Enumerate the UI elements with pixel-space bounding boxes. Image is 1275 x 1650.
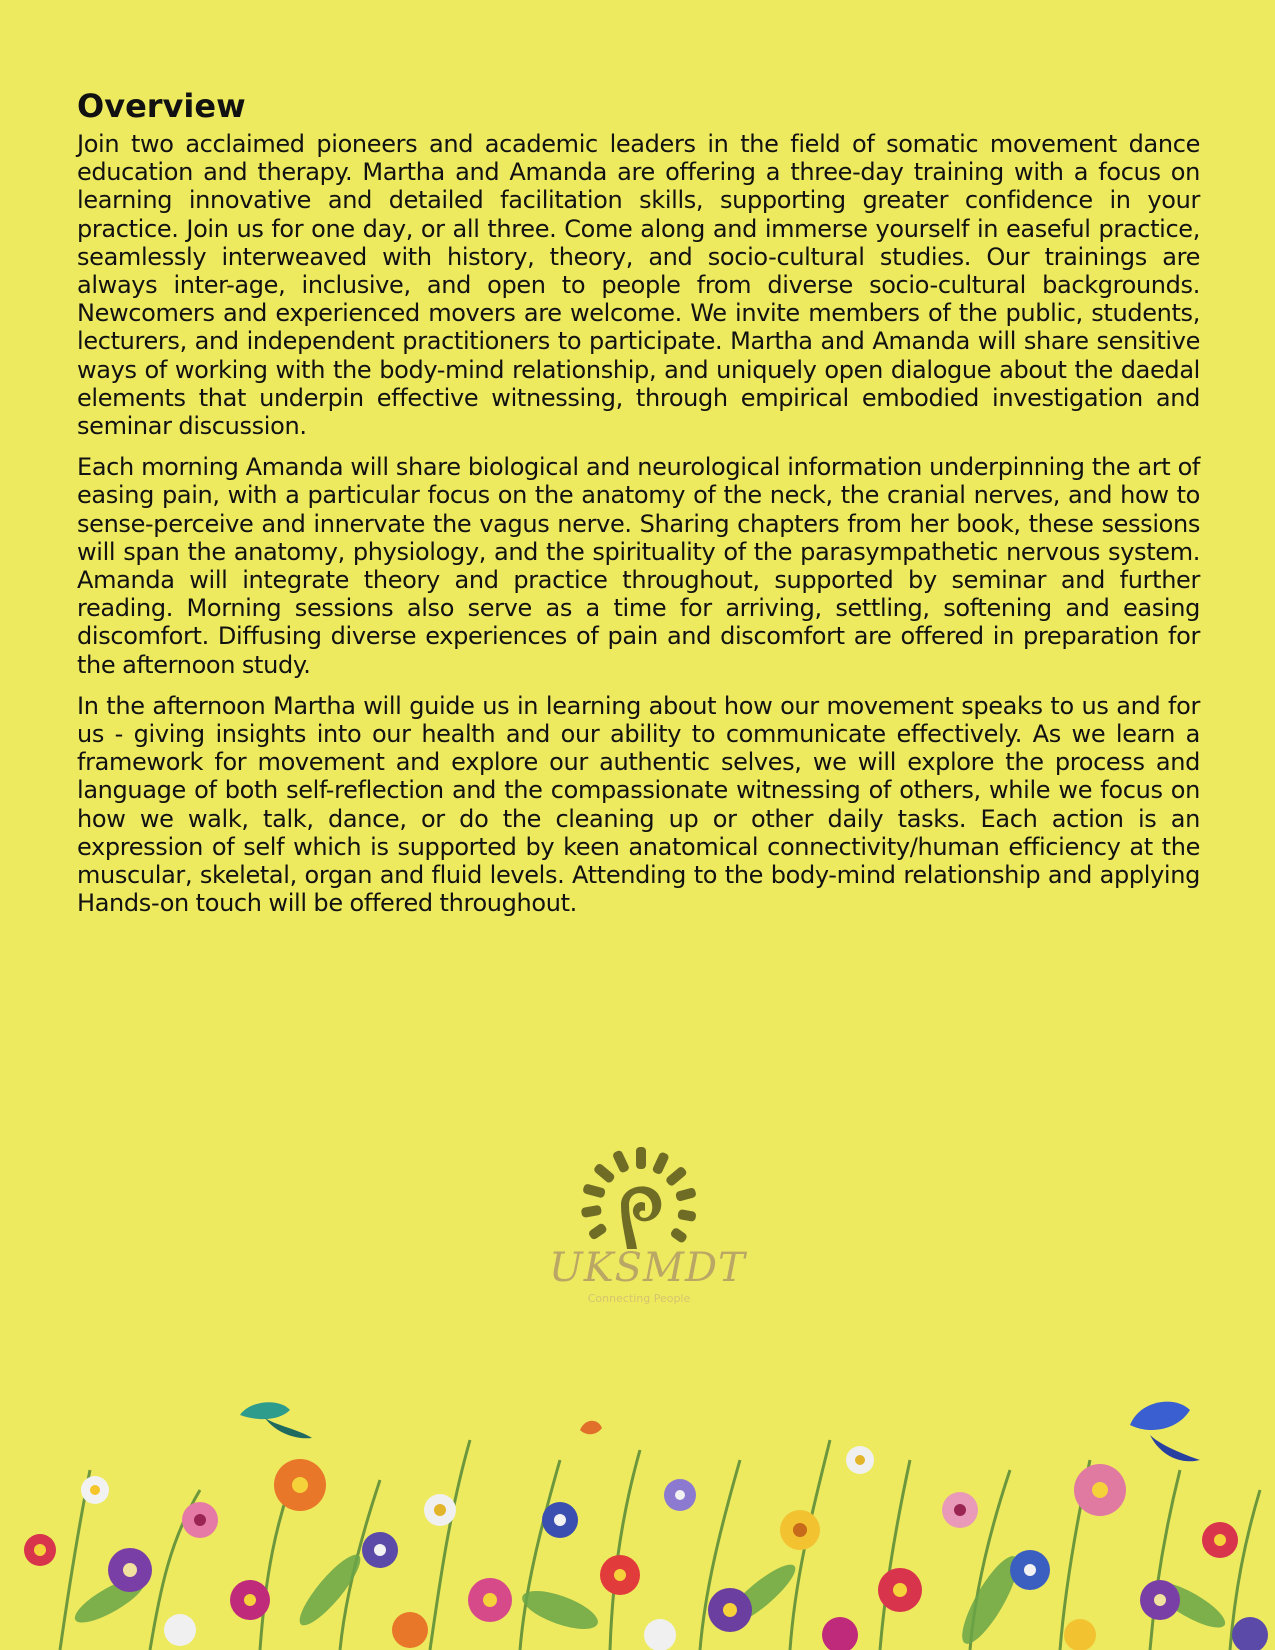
section-heading: Overview xyxy=(77,87,246,125)
logo-tagline: Connecting People xyxy=(587,1292,691,1305)
uksmdt-logo xyxy=(549,1145,746,1310)
sun-spiral-icon xyxy=(549,1145,729,1255)
overview-paragraph-1: Join two acclaimed pioneers and academic leaders in the field of somatic movement dance education and therapy. Martha and Amanda are offering a three-day training with a focus on learning innovative and detailed facilitation skills, supporting greater confidence in your practice. Join us for one day, or all three. Come along and immerse yourself in easeful practice, seamlessly interweaved with history, theory, and socio-cultural studies. Our trainings are always inter-age, inclusive, and open to people from diverse socio-cultural backgrounds. Newcomers and experienced movers are welcome. We invite members of the public, students, lecturers, and independent practitioners to participate. Martha and Amanda will share sensitive ways of working with the body-mind relationship, and uniquely open dialogue about the daedal elements that underpin effective witnessing, through empirical embodied investigation and seminar discussion. xyxy=(77,130,1200,441)
logo-wordmark: UKSMDT xyxy=(549,1245,746,1291)
overview-section xyxy=(77,84,1200,930)
overview-paragraph-2: Each morning Amanda will share biological and neurological information underpinning the art of easing pain, with a particular focus on the anatomy of the neck, the cranial nerves, and how to sense-perceive and innervate the vagus nerve. Sharing chapters from her book, these sessions will span the anatomy, physiology, and the spirituality of the parasympathetic nervous system. Amanda will integrate theory and practice throughout, supported by seminar and further reading. Morning sessions also serve as a time for arriving, settling, softening and easing discomfort. Diffusing diverse experiences of pain and discomfort are offered in preparation for the afternoon study. xyxy=(77,453,1200,679)
overview-paragraph-3: In the afternoon Martha will guide us in learning about how our movement speaks to us and for us - giving insights into our health and our ability to communicate effectively. As we learn a framework for movement and explore our authentic selves, we will explore the process and language of both self-reflection and the compassionate witnessing of others, while we focus on how we walk, talk, dance, or do the cleaning up or other daily tasks. Each action is an expression of self which is supported by keen anatomical connectivity/human efficiency at the muscular, skeletal, organ and fluid levels. Attending to the body-mind relationship and applying Hands-on touch will be offered throughout. xyxy=(77,691,1200,918)
wildflower-meadow-illustration xyxy=(0,1400,1275,1650)
